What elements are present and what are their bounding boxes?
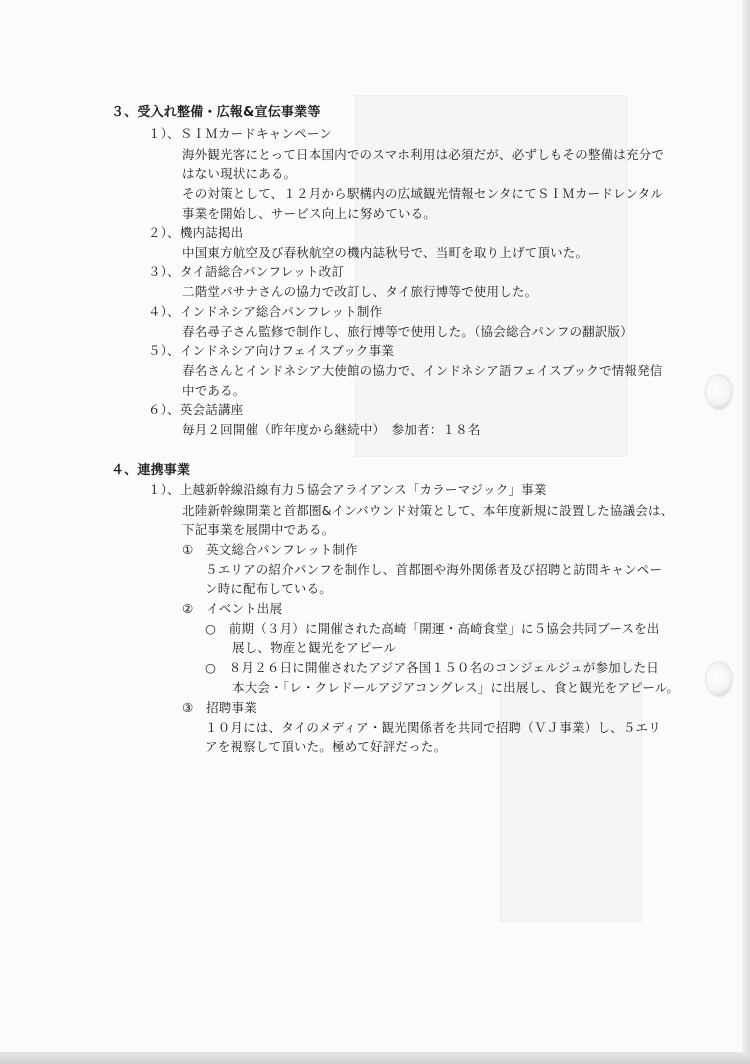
bullet-text: ○ ８月２６日に開催されたアジア各国１５０名のコンジェルジュが参加した日 bbox=[205, 660, 659, 675]
item-text: 春名さんとインドネシア大使館の協力で、インドネシア語フェイスブックで情報発信 bbox=[182, 363, 663, 378]
item-title: ５）、インドネシア向けフェイスブック事業 bbox=[148, 343, 395, 358]
section-heading: ３、受入れ整備・広報&宣伝事業等 bbox=[111, 105, 321, 120]
item-text: その対策として、１２月から駅構内の広域観光情報センタにてＳＩＭカードレンタル bbox=[182, 186, 664, 201]
item-text: 下記事業を展開中である。 bbox=[182, 522, 335, 537]
item-title: ２）、機内誌掲出 bbox=[148, 225, 244, 240]
item-text: 中国東方航空及び春秋航空の機内誌秋号で、当町を取り上げて頂いた。 bbox=[182, 245, 589, 260]
subitem-title: ③ 招聘事業 bbox=[182, 700, 257, 715]
punch-hole bbox=[706, 375, 732, 409]
show-through-table bbox=[500, 660, 642, 922]
item-text: はない現状にある。 bbox=[182, 166, 297, 181]
item-text: 事業を開始し、サービス向上に努めている。 bbox=[182, 206, 437, 221]
item-text: 北陸新幹線開業と首都圏&インバウンド対策として、本年度新規に設置した協議会は、 bbox=[182, 503, 674, 518]
subitem-text: ン時に配布している。 bbox=[205, 581, 333, 596]
bullet-text: 本大会・「レ・クレドールアジアコングレス」に出展し、食と観光をアピール。 bbox=[232, 680, 680, 695]
item-title: ４）、インドネシア総合パンフレット制作 bbox=[148, 304, 383, 319]
scan-edge-bottom bbox=[0, 1052, 750, 1064]
subitem-title: ① 英文総合パンフレット制作 bbox=[182, 542, 358, 557]
item-title: ３）、タイ語総合パンフレット改訂 bbox=[148, 264, 345, 279]
scan-edge-right bbox=[742, 0, 750, 1064]
item-title: １）、ＳＩＭカードキャンペーン bbox=[148, 126, 333, 141]
item-text: 海外観光客にとって日本国内でのスマホ利用は必須だが、必ずしもその整備は充分で bbox=[182, 147, 665, 162]
subitem-title: ② イベント出展 bbox=[182, 601, 283, 616]
item-title: １）、上越新幹線沿線有力５協会アライアンス「カラーマジック」事業 bbox=[148, 482, 547, 497]
bullet-text: 展し、物産と観光をアピール bbox=[232, 640, 397, 655]
item-text: 春名尋子さん監修で制作し、旅行博等で使用した。（協会総合パンフの翻訳版） bbox=[182, 324, 633, 339]
punch-hole bbox=[706, 662, 732, 696]
subitem-text: １０月には、タイのメディア・観光関係者を共同で招聘（ＶＪ事業）し、５エリ bbox=[205, 720, 661, 735]
bullet-text: ○ 前期（３月）に開催された高崎「開運・高崎食堂」に５協会共同ブースを出 bbox=[205, 621, 660, 636]
subitem-text: アを視察して頂いた。極めて好評だった。 bbox=[205, 739, 447, 754]
item-text: 二階堂パサナさんの協力で改訂し、タイ旅行博等で使用した。 bbox=[182, 284, 538, 299]
subitem-text: ５エリアの紹介パンフを制作し、首都圏や海外関係者及び招聘と訪問キャンペー bbox=[205, 562, 663, 577]
item-text: 毎月２回開催（昨年度から継続中） 参加者：１８名 bbox=[182, 422, 481, 437]
item-title: ６）、英会話講座 bbox=[148, 402, 244, 417]
item-text: 中である。 bbox=[182, 383, 246, 398]
section-heading: ４、連携事業 bbox=[111, 463, 191, 478]
